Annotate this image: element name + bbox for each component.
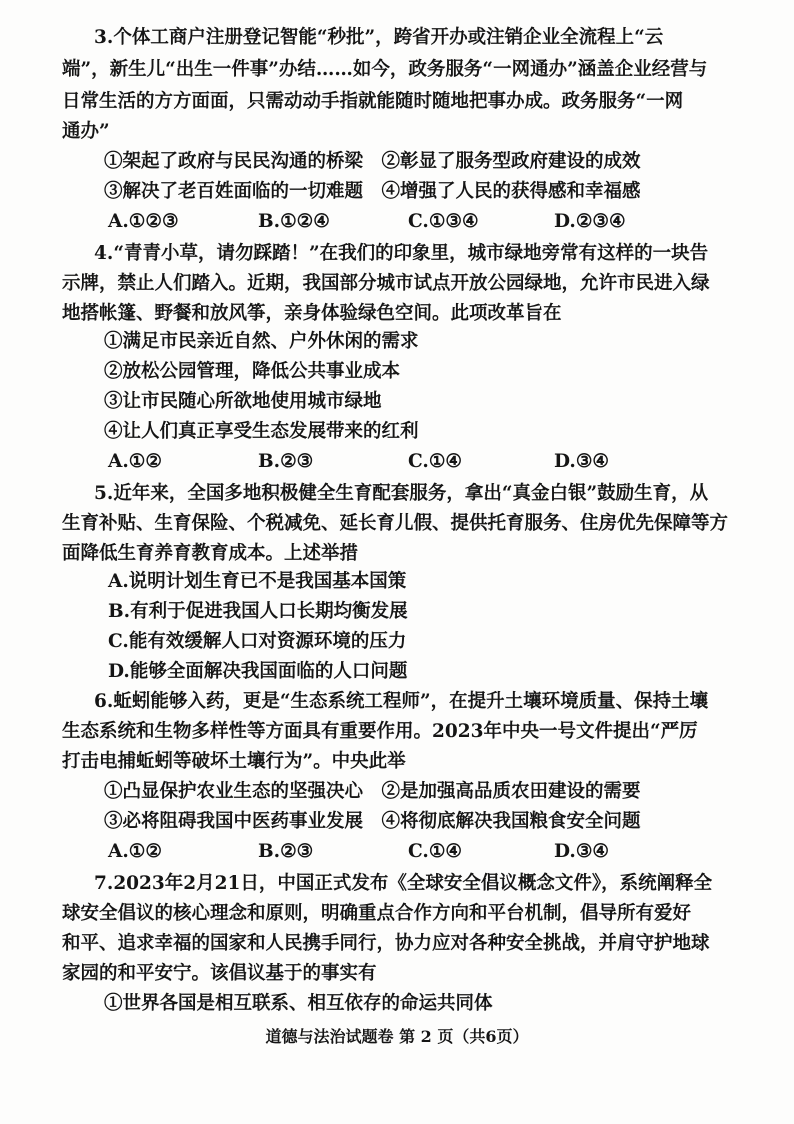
q4-option-c: C.①④ bbox=[408, 451, 463, 472]
q3-statements-1: ①架起了政府与民民沟通的桥梁 ②彰显了服务型政府建设的成效 bbox=[104, 151, 641, 172]
q6-option-d: D.③④ bbox=[554, 841, 609, 862]
q4-option-d: D.③④ bbox=[554, 451, 609, 472]
q5-stem-line-3: 面降低生育养育教育成本。上述举措 bbox=[62, 543, 359, 564]
q5-choice-d: D.能够全面解决我国面临的人口问题 bbox=[108, 661, 408, 682]
q3-stem-line-2: 端”，新生儿“出生一件事”办结……如今，政务服务“一网通办”涵盖企业经营与 bbox=[62, 59, 708, 80]
q4-option-b: B.②③ bbox=[258, 451, 314, 472]
q4-statement-1: ①满足市民亲近自然、户外休闲的需求 bbox=[104, 331, 419, 352]
q7-statement-1: ①世界各国是相互联系、相互依存的命运共同体 bbox=[104, 993, 493, 1014]
q4-statement-3: ③让市民随心所欲地使用城市绿地 bbox=[104, 391, 382, 412]
q6-option-b: B.②③ bbox=[258, 841, 314, 862]
q5-stem-line-2: 生育补贴、生育保险、个税减免、延长育儿假、提供托育服务、住房优先保障等方 bbox=[62, 513, 729, 534]
q7-stem-line-2: 球安全倡议的核心理念和原则，明确重点合作方向和平台机制，倡导所有爱好 bbox=[62, 903, 692, 924]
q4-statement-2: ②放松公园管理，降低公共事业成本 bbox=[104, 361, 401, 382]
q6-stem-line-3: 打击电捕蚯蚓等破坏土壤行为”。中央此举 bbox=[62, 751, 406, 772]
q3-option-d: D.②③④ bbox=[554, 211, 626, 232]
q4-stem-line-3: 地搭帐篷、野餐和放风筝，亲身体验绿色空间。此项改革旨在 bbox=[62, 303, 562, 324]
q5-choice-b: B.有利于促进我国人口长期均衡发展 bbox=[108, 601, 408, 622]
q6-option-a: A.①② bbox=[108, 841, 162, 862]
q3-stem-line-3: 日常生活的方方面面，只需动动手指就能随时随地把事办成。政务服务“一网 bbox=[62, 91, 684, 112]
q4-statement-4: ④让人们真正享受生态发展带来的红利 bbox=[104, 421, 419, 442]
q6-option-c: C.①④ bbox=[408, 841, 463, 862]
q6-statements-1: ①凸显保护农业生态的坚强决心 ②是加强高品质农田建设的需要 bbox=[104, 781, 641, 802]
q7-stem-line-3: 和平、追求幸福的国家和人民携手同行，协力应对各种安全挑战，并肩守护地球 bbox=[62, 933, 710, 954]
q3-statements-2: ③解决了老百姓面临的一切难题 ④增强了人民的获得感和幸福感 bbox=[104, 181, 641, 202]
q4-stem-line-1: 4.“青青小草，请勿踩踏！”在我们的印象里，城市绿地旁常有这样的一块告 bbox=[94, 243, 709, 264]
q6-stem-line-1: 6.蚯蚓能够入药，更是“生态系统工程师”，在提升土壤环境质量、保持土壤 bbox=[94, 691, 709, 712]
q7-stem-line-1: 7.2023年2月21日，中国正式发布《全球安全倡议概念文件》，系统阐释全 bbox=[94, 873, 713, 894]
q7-stem-line-4: 家园的和平安宁。该倡议基于的事实有 bbox=[62, 963, 377, 984]
q5-choice-c: C.能有效缓解人口对资源环境的压力 bbox=[108, 631, 407, 652]
page-footer: 道德与法治试题卷 第 2 页（共6页） bbox=[265, 1027, 529, 1046]
q3-stem-line-1: 3.个体工商户注册登记智能“秒批”，跨省开办或注销企业全流程上“云 bbox=[94, 27, 664, 48]
q5-choice-a: A.说明计划生育已不是我国基本国策 bbox=[108, 571, 407, 592]
q6-stem-line-2: 生态系统和生物多样性等方面具有重要作用。2023年中央一号文件提出“严厉 bbox=[62, 721, 698, 742]
q6-statements-2: ③必将阻碍我国中医药事业发展 ④将彻底解决我国粮食安全问题 bbox=[104, 811, 641, 832]
q3-stem-line-4: 通办” bbox=[62, 121, 110, 142]
q5-stem-line-1: 5.近年来，全国多地积极健全生育配套服务，拿出“真金白银”鼓励生育，从 bbox=[94, 483, 709, 504]
q3-option-a: A.①②③ bbox=[108, 211, 179, 232]
q4-stem-line-2: 示牌，禁止人们踏入。近期，我国部分城市试点开放公园绿地，允许市民进入绿 bbox=[62, 273, 710, 294]
q3-option-b: B.①②④ bbox=[258, 211, 330, 232]
q4-option-a: A.①② bbox=[108, 451, 162, 472]
q3-option-c: C.①③④ bbox=[408, 211, 479, 232]
